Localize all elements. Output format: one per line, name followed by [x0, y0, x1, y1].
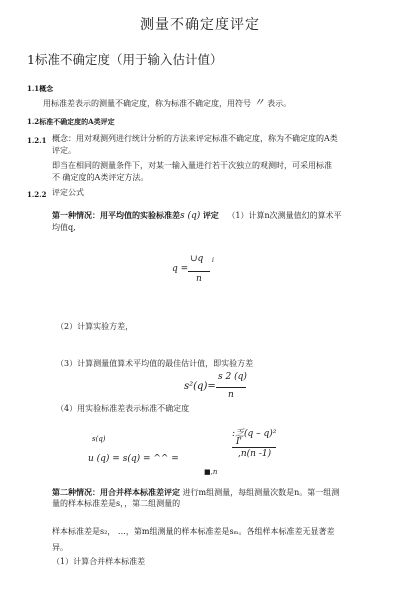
formula3-main: u (q) = s(q) = ^^ = — [88, 454, 179, 464]
concept-paragraph — [43, 97, 291, 110]
case1-step1-cont: 均值q, — [52, 223, 76, 232]
section-1-1-heading — [27, 84, 53, 94]
formula1-denominator: n — [196, 274, 202, 284]
formula3-fraction-bar — [232, 447, 276, 448]
uncertainty-symbol: 〃 — [253, 96, 265, 109]
case1-heading-end: 评定 — [202, 210, 219, 220]
formula3-tail: ■,n — [204, 468, 218, 476]
case2-heading: 第二种情况：用合并样本标准差评定 — [52, 487, 180, 497]
formula2-fraction-bar — [216, 387, 246, 388]
formula2-numerator: s 2 (q) — [218, 372, 247, 382]
section-1-2-2-number: 1.2.2 — [27, 190, 47, 199]
case2-line3: 样本标准差是s₂， …，第m组测量的样本标准差是sₘ。各组样本标准差无显著差 — [52, 527, 335, 536]
case1-sq: s (q) — [180, 211, 201, 221]
type-a-concept-line1: 概念：用对观测列进行统计分析的方法来评定标准不确定度，称为不确定度的A类 — [52, 134, 338, 143]
case2-line2: 量的样本标准差是s，，第二组测量的 — [52, 499, 181, 508]
concept-text-end: 表示。 — [267, 99, 292, 108]
section-1-2-heading — [27, 117, 115, 127]
case1-heading-line — [52, 209, 342, 222]
formula1-numerator: ∪q — [190, 254, 204, 264]
case1-step2: （2）计算实验方差， — [56, 322, 134, 331]
page-title: 测量不确定度评定 — [140, 17, 260, 33]
case2-line4: 异。 — [52, 543, 68, 552]
type-a-concept-line2: 评定。 — [52, 146, 76, 155]
formula3-sum: :乏(q – q)² — [232, 429, 277, 439]
case1-step3: （3）计算测量值算术平均值的最佳估计值，即实验方差 — [56, 359, 254, 368]
formula1-fraction-bar — [188, 271, 210, 272]
section-heading-1: 1标准不确定度（用于输入估计值） — [27, 52, 223, 67]
formula3-sq: s(q) — [92, 435, 106, 443]
case2-step1: （1）计算合并样本标准差 — [52, 557, 146, 566]
case1-heading: 第一种情况：用平均值的实验标准差 — [52, 210, 180, 220]
formula-heading: 评定公式 — [52, 188, 84, 197]
type-a-concept-line3: 即当在相同的测量条件下，对某一输入量进行若干次独立的观测时，可采用标准 — [52, 161, 332, 170]
formula3-denominator: ,n(n -1) — [238, 449, 272, 459]
section-number: 1.1 — [27, 84, 40, 93]
case1-step4: （4）用实验标准差表示标准不确定度 — [56, 404, 190, 413]
formula2-denominator: n — [228, 390, 234, 400]
formula3-prime: I' — [236, 437, 243, 447]
concept-text: 用标准差表示的测量不确定度，称为标准不确定度，用符号 — [43, 99, 251, 108]
type-a-concept-line4: 不 确定度的A类评定方法。 — [52, 173, 149, 182]
section-title: 概念 — [39, 84, 54, 93]
formula1-index: i — [212, 257, 214, 264]
case2-text-a: 进行m组测量，每组测量次数是n。第一组测 — [182, 488, 340, 497]
formula2-lhs: s²(q)= — [184, 381, 216, 392]
section-title: 标准不确定度的A类评定 — [39, 117, 115, 126]
section-1-2-1-number: 1.2.1 — [27, 136, 47, 145]
case1-step1: （1）计算n次测量值幻的算术平 — [227, 211, 342, 220]
section-number: 1.2 — [27, 117, 40, 126]
formula1-lhs: q = — [172, 264, 189, 274]
